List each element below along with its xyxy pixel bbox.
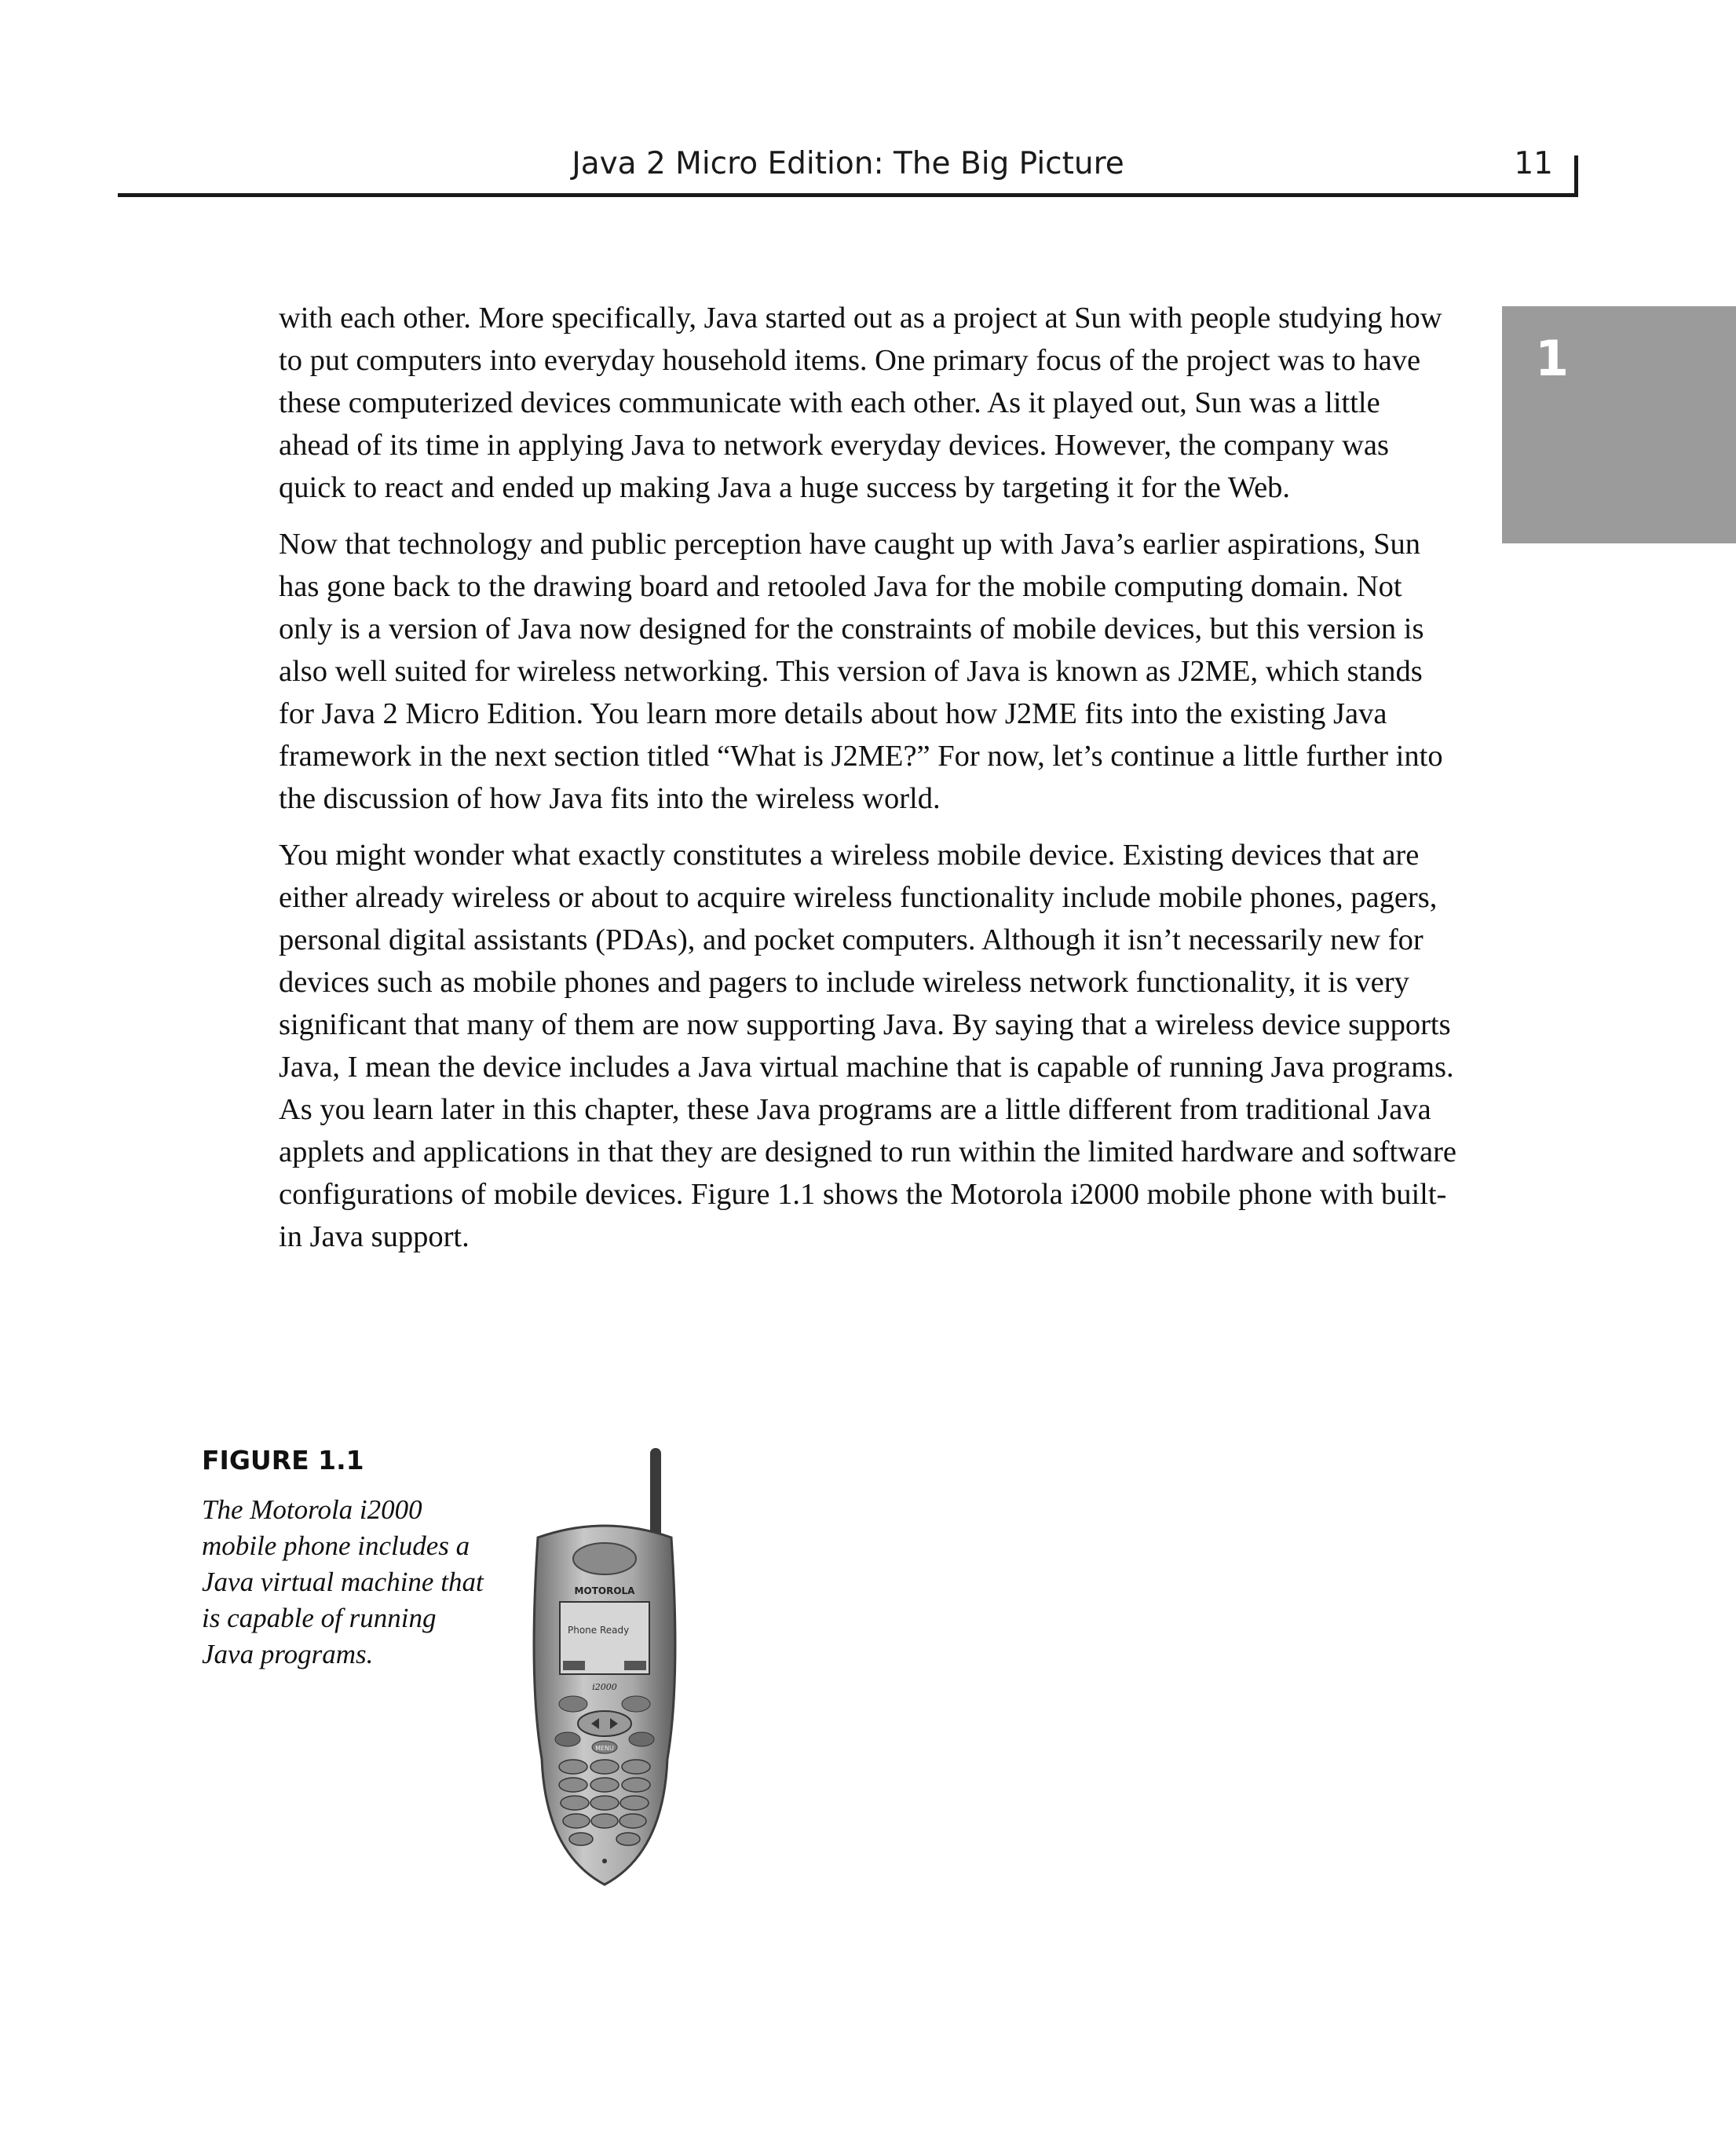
page-number: 11: [1514, 146, 1553, 181]
nav-pad: [578, 1711, 631, 1736]
paragraph-2: Now that technology and public perception have caught up with Java’s earlier aspirations, Sun has gone back to the drawing board and retooled Java for the mobile computing domain. Not only is a version of Java now designed for the constraints of mobile devices, but this version is also well suited for wireless networking. This version of Java is known as J2ME, which stands for Java 2 Micro Edition. You learn more details about how J2ME fits into the existing Java framework in the next section titled “What is J2ME?” For now, let’s continue a little further into the discussion of how Java fits into the wireless world.: [279, 528, 1443, 815]
key-3: [622, 1760, 650, 1774]
softkey-label-right: [624, 1661, 646, 1670]
header-rule-tick: [1574, 155, 1578, 197]
antenna: [650, 1448, 661, 1542]
key-1: [559, 1760, 587, 1774]
phone-illustration: [506, 1445, 703, 1900]
model-text: i2000: [592, 1682, 617, 1692]
key-7: [561, 1796, 589, 1810]
send-key: [555, 1732, 580, 1746]
key-bottom-left: [569, 1833, 593, 1845]
key-8: [590, 1796, 619, 1810]
running-title: Java 2 Micro Edition: The Big Picture: [572, 146, 1124, 181]
chapter-number: 1: [1535, 330, 1570, 387]
key-hash: [619, 1814, 646, 1828]
phone-body: [534, 1526, 675, 1885]
key-star: [563, 1814, 590, 1828]
brand-text: MOTOROLA: [574, 1585, 635, 1596]
paragraph-3: You might wonder what exactly constitutes a wireless mobile device. Existing devices that are either already wireless or about to acquire wireless functionality include mobile phones, pagers, personal digital assistants (PDAs), and pocket computers. Although it isn’t necessarily new for devices such as mobile phones and pagers to include wireless network functionality, it is very significant that many of them are now supporting Java. By saying that a wireless device supports Java, I mean the device includes a Java virtual machine that is capable of running Java programs. As you learn later in this chapter, these Java programs are a little different from traditional Java applets and applications in that they are designed to run within the limited hardware and software configurations of mobile devices. Figure 1.1 shows the Motorola i2000 mobile phone with built-in Java support.: [279, 839, 1456, 1253]
end-key: [629, 1732, 654, 1746]
key-9: [620, 1796, 649, 1810]
key-5: [590, 1778, 619, 1792]
key-6: [622, 1778, 650, 1792]
softkey-left: [559, 1696, 587, 1712]
figure-caption: The Motorola i2000 mobile phone includes a Java virtual machine that is capable of running Java programs.: [202, 1494, 484, 1669]
softkey-label-left: [563, 1661, 585, 1670]
key-0: [591, 1814, 618, 1828]
screen-text: Phone Ready: [568, 1625, 630, 1636]
earpiece: [573, 1543, 636, 1574]
running-header: [118, 138, 1578, 197]
paragraph-1: with each other. More specifically, Java started out as a project at Sun with people studying how to put computers into everyday household items. One primary focus of the project was to have these computerized devices communicate with each other. As it played out, Sun was a little ahead of its time in applying Java to network everyday devices. However, the company was quick to react and ended up making Java a huge success by targeting it for the Web.: [279, 302, 1442, 504]
softkey-right: [622, 1696, 650, 1712]
key-bottom-right: [616, 1833, 640, 1845]
figure-label: FIGURE 1.1: [202, 1445, 364, 1475]
microphone: [602, 1859, 607, 1863]
chapter-tab: [1502, 306, 1736, 543]
key-2: [590, 1760, 619, 1774]
body-text: [279, 297, 1456, 1272]
menu-key-label: MENU: [595, 1745, 614, 1752]
key-4: [559, 1778, 587, 1792]
